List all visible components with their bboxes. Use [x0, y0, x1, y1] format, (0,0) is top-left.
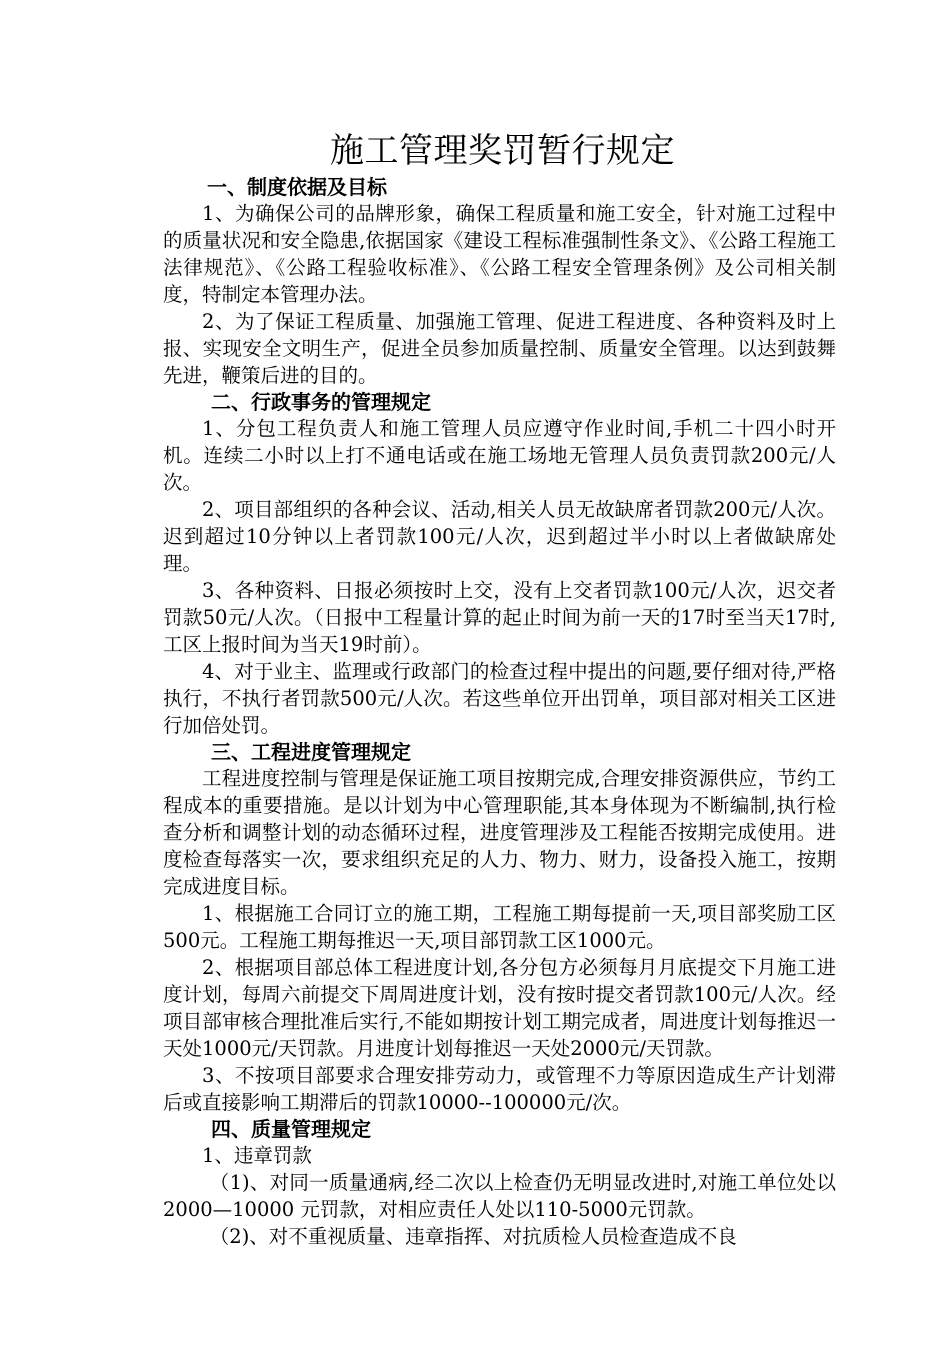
- section-heading-quality: 四、质量管理规定: [211, 1117, 371, 1141]
- paragraph: 2、项目部组织的各种会议、活动,相关人员无故缺席者罚款200元/人次。迟到超过10分钟以上者罚款100元/人次，迟到超过半小时以上者做缺席处理。: [163, 498, 836, 575]
- paragraph: 工程进度控制与管理是保证施工项目按期完成,合理安排资源供应，节约工程成本的重要措施。是以计划为中心管理职能,其本身体现为不断编制,执行检查分析和调整计划的动态循环过程，进度管理涉及工程能否按期完成使用。进度检查每落实一次，要求组织充足的人力、物力、财力，设备投入施工，按期完成进度目标。: [163, 767, 836, 898]
- paragraph: 1、违章罚款: [202, 1144, 312, 1167]
- section-heading-admin: 二、行政事务的管理规定: [211, 390, 431, 414]
- paragraph: 1、分包工程负责人和施工管理人员应遵守作业时间,手机二十四小时开机。连续二小时以上打不通电话或在施工场地无管理人员负责罚款200元/人次。: [163, 417, 836, 494]
- paragraph: 2、为了保证工程质量、加强施工管理、促进工程进度、各种资料及时上报、实现安全文明生产，促进全员参加质量控制、质量安全管理。以达到鼓舞先进，鞭策后进的目的。: [163, 310, 836, 387]
- paragraph: 1、根据施工合同订立的施工期，工程施工期每提前一天,项目部奖励工区500元。工程施工期每推迟一天,项目部罚款工区1000元。: [163, 902, 836, 952]
- document-title: 施工管理奖罚暂行规定: [330, 131, 675, 171]
- document-body: [163, 128, 836, 1250]
- paragraph: 3、不按项目部要求合理安排劳动力，或管理不力等原因造成生产计划滞后或直接影响工期滞后的罚款10000--100000元/次。: [163, 1064, 836, 1114]
- section-heading-basis: 一、制度依据及目标: [207, 175, 387, 199]
- paragraph: 2、根据项目部总体工程进度计划,各分包方必须每月月底提交下月施工进度计划，每周六前提交下周周进度计划，没有按时提交者罚款100元/人次。经项目部审核合理批准后实行,不能如期按计划工期完成者，周进度计划每推迟一天处1000元/天罚款。月进度计划每推迟一天处2000元/天罚款。: [163, 956, 836, 1060]
- section-heading-progress: 三、工程进度管理规定: [211, 740, 411, 764]
- paragraph: （2)、对不重视质量、违章指挥、对抗质检人员检查造成不良: [209, 1225, 737, 1248]
- paragraph: 3、各种资料、日报必须按时上交，没有上交者罚款100元/人次，迟交者罚款50元/人次。（日报中工程量计算的起止时间为前一天的17时至当天17时,工区上报时间为当天19时前）。: [163, 579, 836, 656]
- paragraph: （1)、对同一质量通病,经二次以上检查仍无明显改进时,对施工单位处以2000—10000 元罚款，对相应责任人处以110-5000元罚款。: [163, 1171, 836, 1221]
- paragraph: 4、对于业主、监理或行政部门的检查过程中提出的问题,要仔细对待,严格执行，不执行者罚款500元/人次。若这些单位开出罚单，项目部对相关工区进行加倍处罚。: [163, 660, 836, 737]
- paragraph: 1、为确保公司的品牌形象，确保工程质量和施工安全，针对施工过程中的质量状况和安全隐患,依据国家《建设工程标准强制性条文》、《公路工程施工法律规范》、《公路工程验收标准》、《公路工程安全管理条例》及公司相关制度，特制定本管理办法。: [163, 202, 836, 306]
